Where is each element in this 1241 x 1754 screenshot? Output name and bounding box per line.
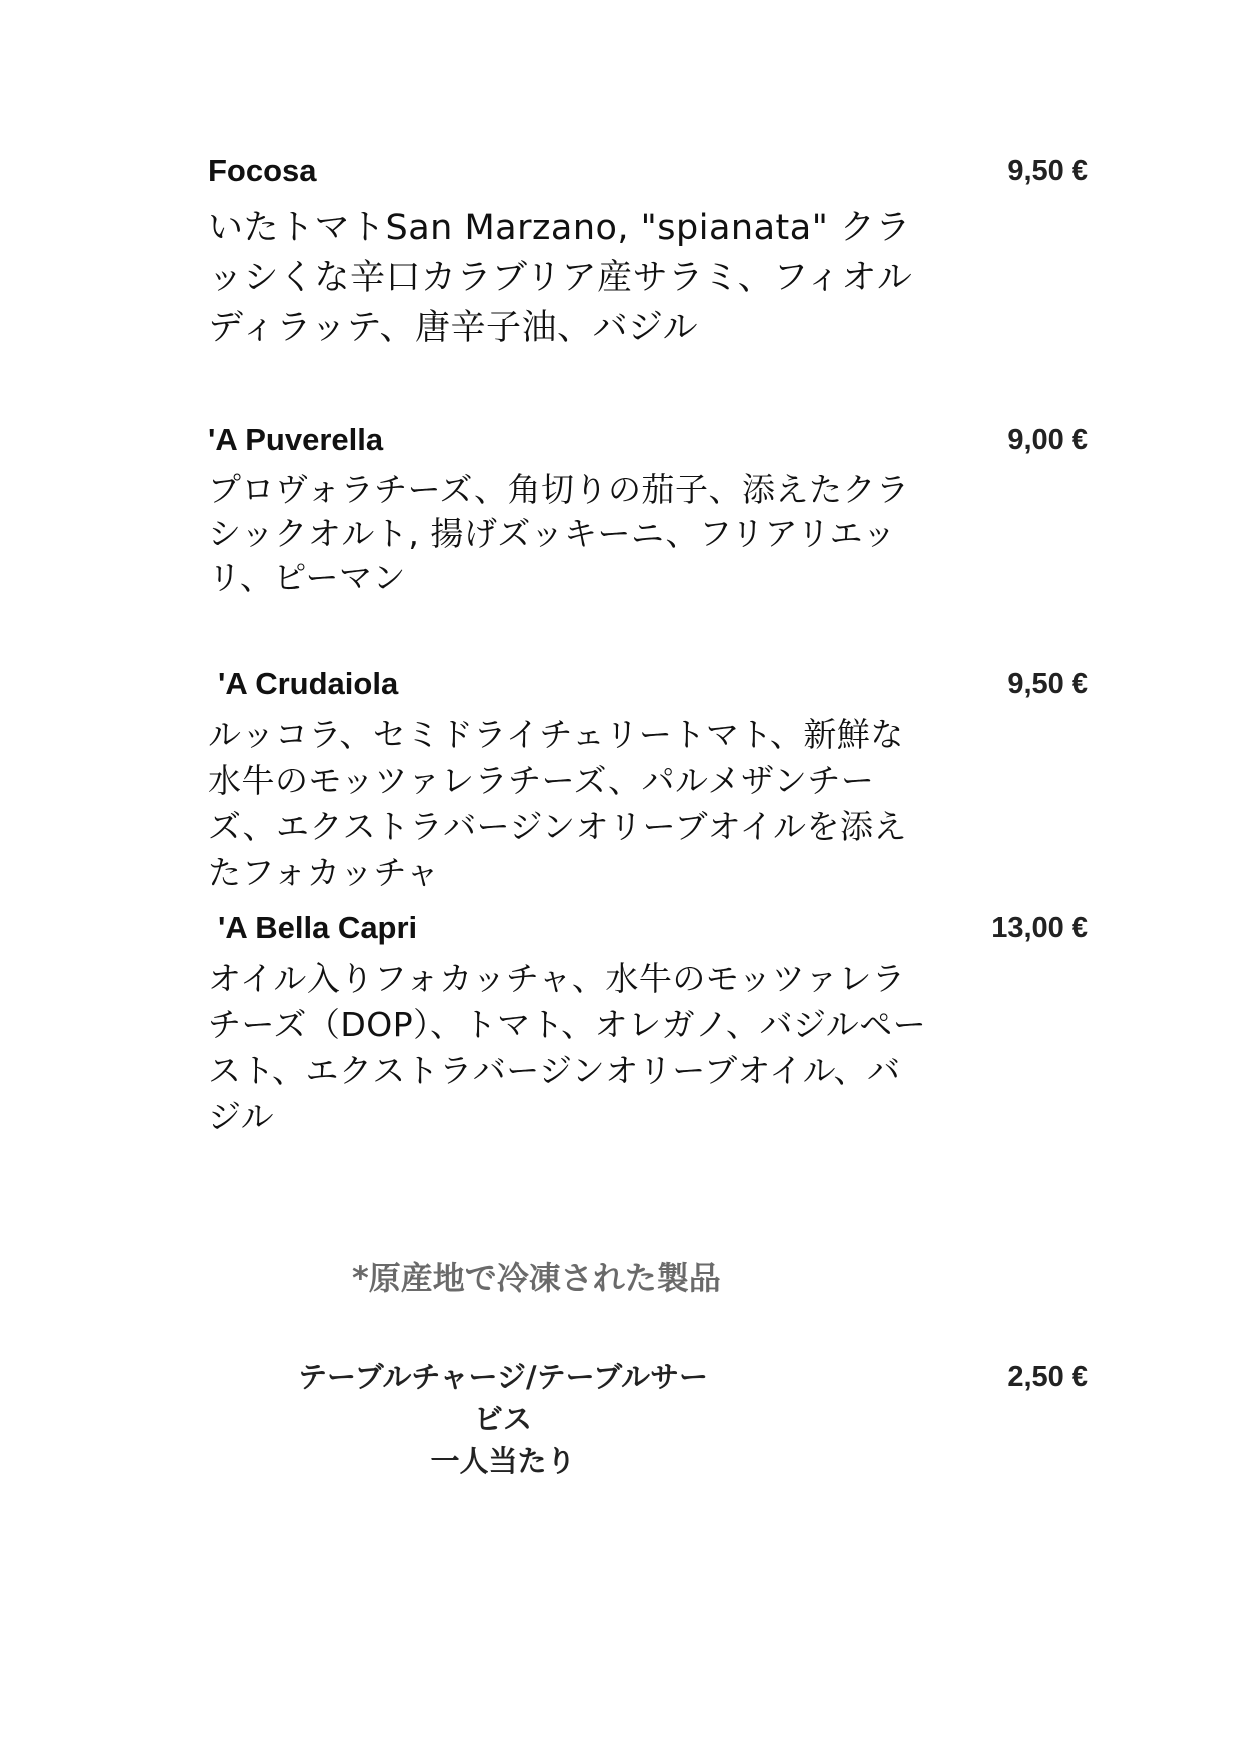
item-name: 'A Crudaiola [218, 666, 399, 701]
item-name: 'A Puverella [208, 422, 384, 457]
item-description: プロヴォラチーズ、角切りの茄子、添えたクラシックオルト, 揚げズッキーニ、フリアリエッリ、ピーマン [208, 470, 910, 597]
table-charge [208, 1356, 1088, 1478]
table-charge-price: 2,50 € [1007, 1361, 1088, 1393]
item-description: ルッコラ、セミドライチェリートマト、新鮮な水牛のモッツァレラチーズ、パルメザンチーズ、エクストラバージンオリーブオイルを添えたフォカッチャ [208, 715, 908, 892]
item-description: オイル入りフォカッチャ、水牛のモッツァレラチーズ（DOP）、トマト、オレガノ、バジルペースト、エクストラバージンオリーブオイル、バジル [208, 959, 927, 1136]
item-price: 9,50 € [1007, 155, 1088, 187]
item-price: 9,00 € [1007, 424, 1088, 456]
item-name: Focosa [208, 153, 317, 188]
table-charge-label [293, 1356, 713, 1482]
item-description: いたトマトSan Marzano, "spianata" クラッシくな辛口カラブリア産サラミ、フィオルディラッテ、唐辛子油、バジル [208, 208, 913, 348]
item-price: 13,00 € [991, 912, 1088, 944]
table-charge-label-line1: テーブルチャージ/テーブルサービス [298, 1360, 708, 1436]
table-charge-label-line2: 一人当たり [430, 1444, 576, 1478]
frozen-product-footnote: *原産地で冷凍された製品 [352, 1259, 721, 1297]
item-name: 'A Bella Capri [218, 910, 418, 945]
item-price: 9,50 € [1007, 668, 1088, 700]
